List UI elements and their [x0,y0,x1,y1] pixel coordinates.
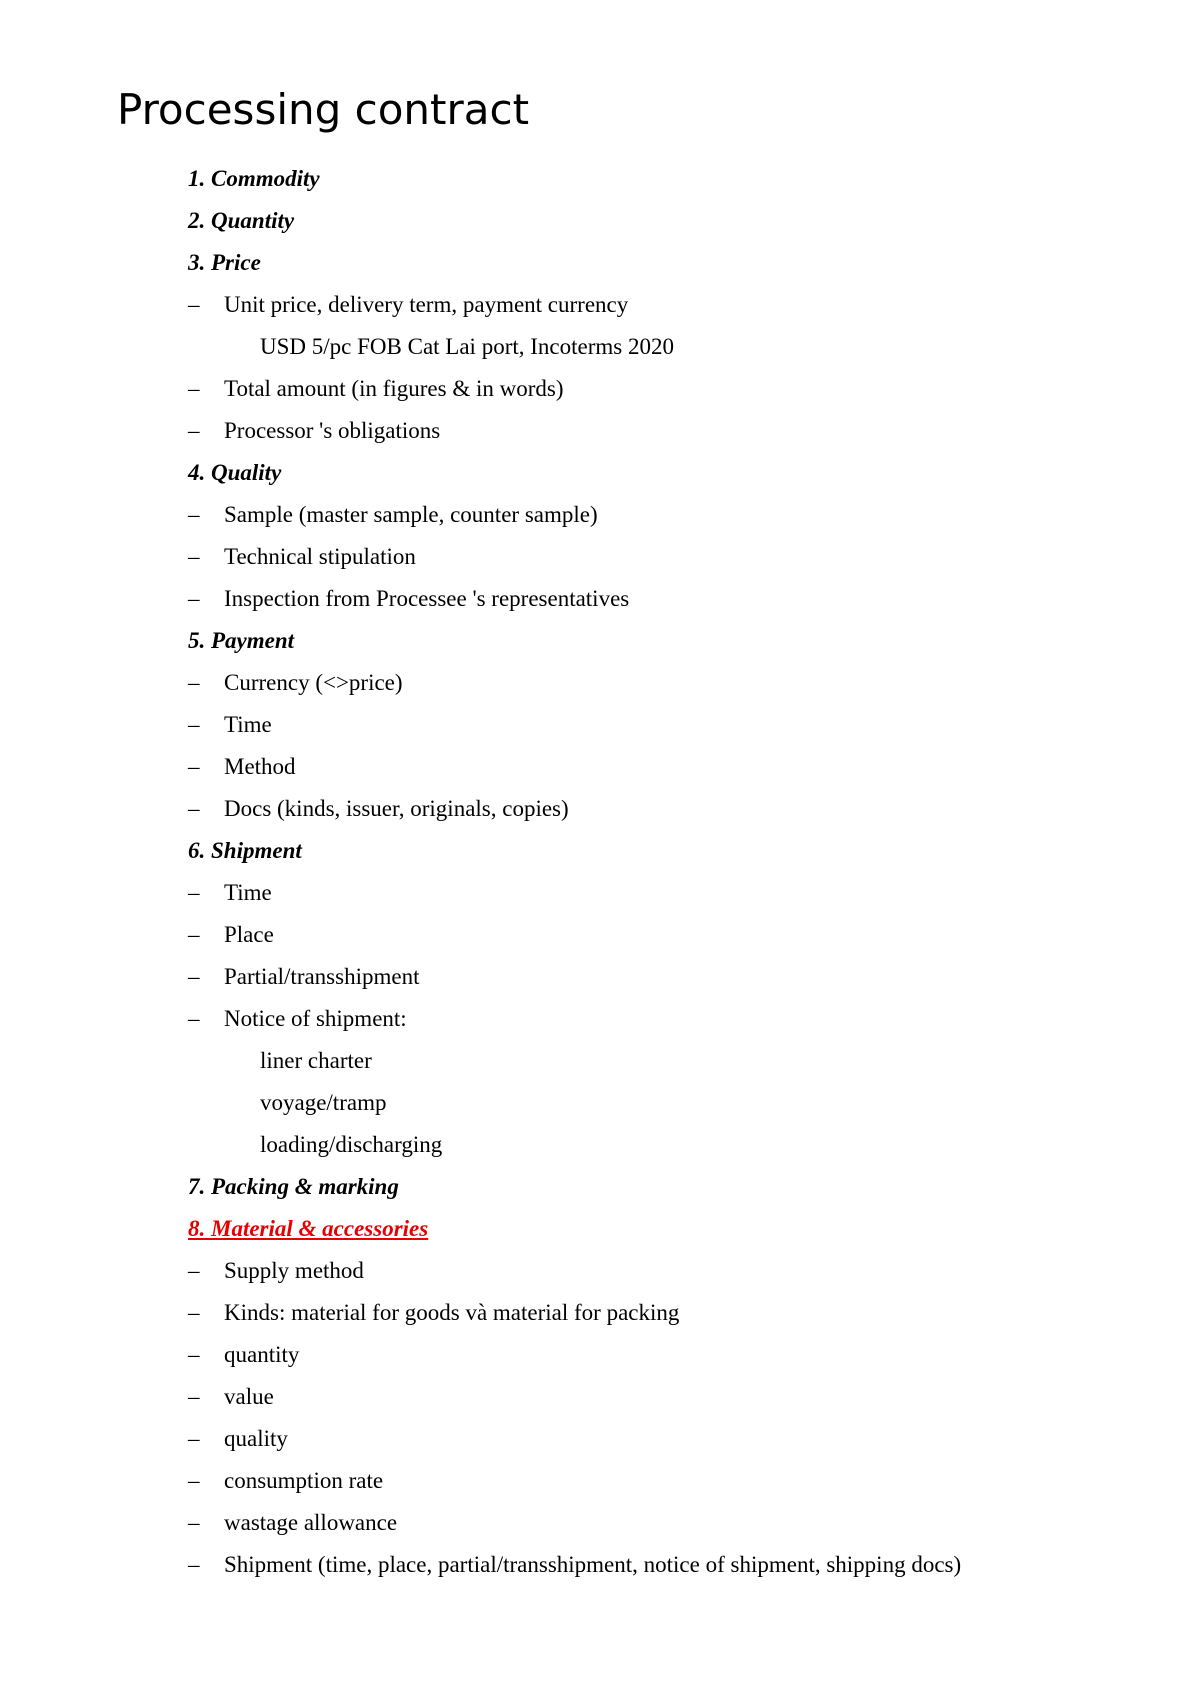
bullet-text: Docs (kinds, issuer, originals, copies) [224,796,569,821]
bullet-item [0,872,1200,914]
dash-bullet-icon: – [188,670,200,695]
bullet-text: Total amount (in figures & in words) [224,376,564,401]
bullet-text: Technical stipulation [224,544,416,569]
indented-item: voyage/tramp [260,1090,387,1115]
bullet-item [0,1250,1200,1292]
bullet-item [0,578,1200,620]
bullet-item [0,536,1200,578]
dash-bullet-icon: – [188,1384,200,1409]
indented-item: liner charter [260,1048,372,1073]
dash-bullet-icon: – [188,544,200,569]
dash-bullet-icon: – [188,922,200,947]
bullet-text: consumption rate [224,1468,384,1493]
dash-bullet-icon: – [188,712,200,737]
bullet-item [0,1418,1200,1460]
bullet-text: value [224,1384,274,1409]
section-heading-material-accessories: 8. Material & accessories [188,1216,429,1241]
bullet-item [0,1292,1200,1334]
bullet-text: Partial/transshipment [224,964,420,989]
bullet-text: wastage allowance [224,1510,398,1535]
bullet-item [0,956,1200,998]
bullet-text: quantity [224,1342,300,1367]
dash-bullet-icon: – [188,418,200,443]
bullet-item [0,1460,1200,1502]
bullet-text: Currency (<>price) [224,670,403,695]
page-title: Processing contract [117,85,530,134]
dash-bullet-icon: – [188,1426,200,1451]
bullet-item [0,914,1200,956]
dash-bullet-icon: – [188,1510,200,1535]
dash-bullet-icon: – [188,754,200,779]
section-heading-shipment: 6. Shipment [188,838,302,863]
dash-bullet-icon: – [188,376,200,401]
bullet-item [0,284,1200,326]
dash-bullet-icon: – [188,586,200,611]
section-heading-quality: 4. Quality [188,460,282,485]
bullet-text: Supply method [224,1258,364,1283]
bullet-text: Time [224,712,272,737]
bullet-item [0,1502,1200,1544]
dash-bullet-icon: – [188,964,200,989]
indented-item: loading/discharging [260,1132,443,1157]
bullet-text: Kinds: material for goods và material for packing [224,1300,680,1325]
section-heading-commodity: 1. Commodity [188,166,320,191]
bullet-text: Shipment (time, place, partial/transshipment, notice of shipment, shipping docs) [224,1552,962,1577]
bullet-item [0,1334,1200,1376]
dash-bullet-icon: – [188,1006,200,1031]
dash-bullet-icon: – [188,1468,200,1493]
bullet-item [0,788,1200,830]
dash-bullet-icon: – [188,1342,200,1367]
dash-bullet-icon: – [188,292,200,317]
bullet-item [0,704,1200,746]
bullet-item [0,494,1200,536]
section-heading-payment: 5. Payment [188,628,295,653]
bullet-text: Sample (master sample, counter sample) [224,502,598,527]
dash-bullet-icon: – [188,502,200,527]
bullet-text: Inspection from Processee 's representatives [224,586,630,611]
section-heading-quantity: 2. Quantity [188,208,295,233]
bullet-text: Time [224,880,272,905]
bullet-text: Place [224,922,274,947]
bullet-text: quality [224,1426,288,1451]
bullet-text: Method [224,754,296,779]
bullet-item [0,662,1200,704]
indented-item: USD 5/pc FOB Cat Lai port, Incoterms 2020 [260,334,674,359]
document-body [0,158,1200,1586]
bullet-item [0,410,1200,452]
section-heading-price: 3. Price [188,250,261,275]
bullet-text: Notice of shipment: [224,1006,407,1031]
dash-bullet-icon: – [188,796,200,821]
bullet-text: Processor 's obligations [224,418,441,443]
bullet-item [0,998,1200,1040]
bullet-text: Unit price, delivery term, payment currency [224,292,629,317]
bullet-item [0,746,1200,788]
dash-bullet-icon: – [188,880,200,905]
bullet-item [0,1544,1200,1586]
section-heading-packing-marking: 7. Packing & marking [188,1174,399,1199]
bullet-item [0,1376,1200,1418]
dash-bullet-icon: – [188,1300,200,1325]
bullet-item [0,368,1200,410]
dash-bullet-icon: – [188,1258,200,1283]
dash-bullet-icon: – [188,1552,200,1577]
